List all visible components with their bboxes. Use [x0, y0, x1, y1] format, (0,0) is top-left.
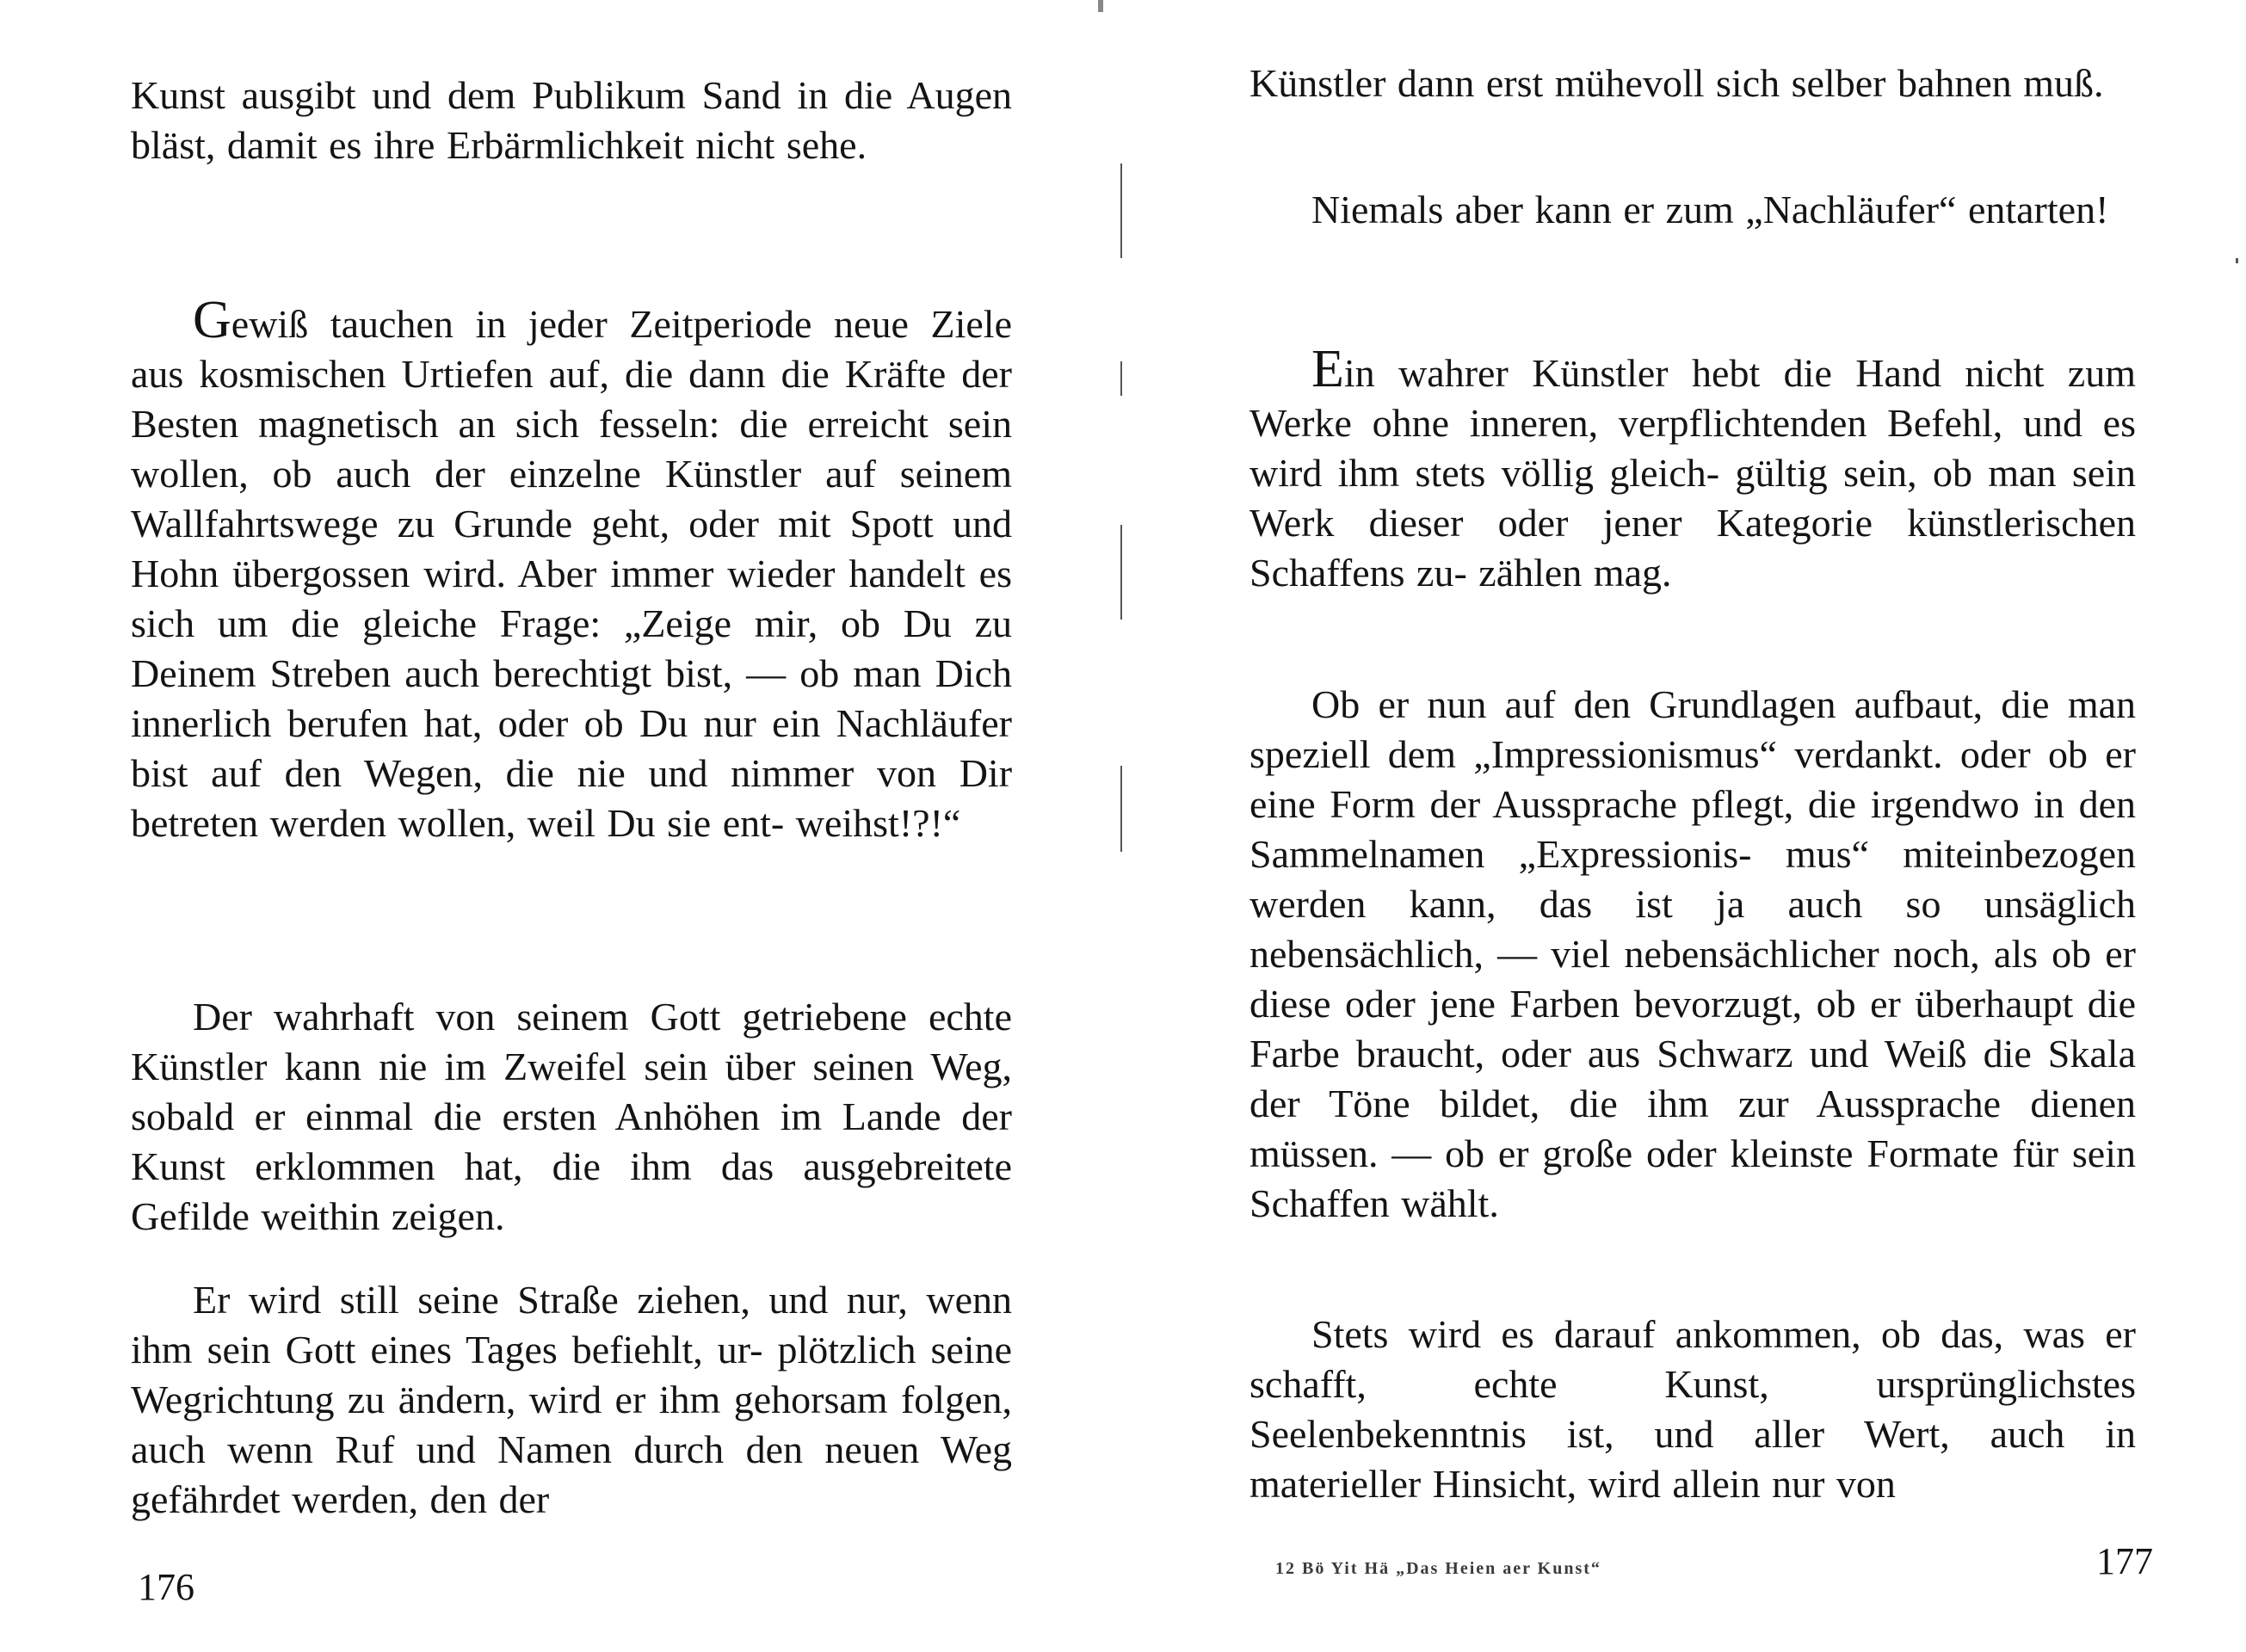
text-line: echte Künstler kann nie im Zweifel sein über — [131, 995, 1012, 1088]
text-line: Frage: „Zeige mir, ob Du zu Deinem Streben — [131, 601, 1012, 695]
text-line: Kunst ausgibt und dem Publikum Sand in — [131, 73, 829, 117]
text-line: das ausgebreitete Gefilde weithin zeigen. — [131, 1144, 1013, 1238]
text-line: braucht, oder aus Schwarz und Weiß die Skala — [1355, 1032, 2137, 1076]
text-line: er schafft, echte Kunst, ursprünglichstes — [1249, 1312, 2137, 1406]
text-line: muß. — [2023, 61, 2104, 105]
paragraph — [1249, 340, 2137, 598]
paragraph — [1249, 185, 2136, 235]
text-line: Künstler dann erst mühevoll sich selber bahnen — [1249, 61, 2012, 105]
text-line: bist auf den Wegen, die nie und nimmer von — [131, 751, 936, 795]
text-line: müssen. — ob er große oder kleinste Formate — [1249, 1131, 1999, 1175]
paragraph-text — [131, 291, 1013, 848]
paragraph — [131, 291, 1013, 848]
text-line: Niemals aber kann er zum „Nachläufer“ — [1311, 188, 1957, 231]
text-line: weihst!?!“ — [795, 801, 961, 845]
text-line: in materieller Hinsicht, wird allein nur von — [1249, 1412, 2136, 1506]
text-line: nebensächlicher noch, als ob er diese oder jene — [1249, 932, 2136, 1026]
text-line: Kräfte der Besten magnetisch an sich fesseln: — [131, 352, 1012, 446]
text-line: Er wird still seine Straße ziehen, und nur, — [193, 1278, 908, 1322]
paragraph — [1249, 59, 2136, 108]
paragraph-text — [131, 71, 1012, 170]
text-line: zum Werke ohne inneren, verpflichtenden — [1249, 351, 2136, 445]
text-line: Stets wird es darauf ankommen, ob das, was — [1311, 1312, 2085, 1356]
text-line: der Töne bildet, die ihm zur Aussprache dienen — [1249, 1082, 2136, 1125]
text-line: zählen mag. — [1478, 551, 1672, 595]
text-line: Aber immer wieder handelt es sich um die gleiche — [131, 552, 1012, 645]
text-line: wenn ihm sein Gott eines Tages befiehlt, ur- — [131, 1278, 1013, 1372]
text-line: plötzlich seine Wegrichtung zu ändern, wird er — [131, 1328, 1012, 1421]
paragraph — [1249, 1310, 2136, 1509]
text-line: gültig sein, ob man sein Werk dieser oder — [1249, 451, 2136, 545]
text-line: jener Kategorie künstlerischen Schaffens zu- — [1249, 501, 2137, 595]
left-page — [0, 0, 1110, 1652]
text-line: für sein Schaffen wählt. — [1249, 1131, 2136, 1225]
paragraph-text — [1249, 340, 2137, 598]
text-line: Befehl, und es wird ihm stets völlig gleich- — [1249, 401, 2136, 495]
paragraph — [131, 71, 1012, 170]
paragraph-text — [131, 992, 1012, 1242]
page-number: 176 — [138, 1566, 194, 1608]
signature-line: 12 Bö Yit Hä „Das Heien aer Kunst“ — [1275, 1559, 1601, 1578]
text-line: oder ob er eine Form der Aussprache pflegt, die — [1249, 732, 2136, 826]
text-line: Farben bevorzugt, ob er überhaupt die Farbe — [1249, 982, 2136, 1076]
text-line: nicht sehe. — [695, 123, 867, 167]
text-line: Gewiß tauchen in jeder Zeitperiode neue — [193, 291, 909, 349]
text-line: auch berechtigt bist, — ob man Dich innerlich — [131, 651, 1012, 745]
page-number: 177 — [2096, 1540, 2153, 1582]
text-line: auch so unsäglich nebensächlich, — viel — [1249, 882, 2136, 976]
text-line: Seelenbekenntnis ist, und aller Wert, auch — [1249, 1412, 2065, 1456]
paragraph-text — [131, 1275, 1012, 1525]
paragraph-text — [1249, 59, 2136, 108]
paragraph-text — [1249, 1310, 2136, 1509]
text-line: Ob er nun auf den Grundlagen aufbaut, die — [1311, 682, 2050, 726]
text-line: geht, oder mit Spott und Hohn übergossen wird. — [131, 502, 1012, 595]
text-line: Ziele aus kosmischen Urtiefen auf, die dann die — [131, 302, 1012, 396]
paragraph — [131, 1275, 1012, 1525]
text-line: Der wahrhaft von seinem Gott getriebene — [193, 995, 907, 1039]
text-line: Ein wahrer Künstler hebt die Hand nicht — [1311, 340, 2045, 398]
text-line: berufen hat, oder ob Du nur ein Nachläufer — [287, 701, 1012, 745]
text-line: durch den neuen Weg gefährdet werden, den der — [131, 1427, 1012, 1521]
text-line: mus“ miteinbezogen werden kann, das ist ja — [1249, 832, 2136, 926]
text-line: seinen Weg, sobald er einmal die ersten Anhöhen — [131, 1045, 1012, 1138]
text-line: man speziell dem „Impressionismus“ verdankt. — [1249, 682, 2137, 776]
text-line: Künstler auf seinem Wallfahrtswege zu Grunde — [131, 452, 1013, 546]
text-line: entarten! — [1967, 188, 2109, 231]
paragraph-text — [1249, 680, 2136, 1229]
text-line: im Lande der Kunst erklommen hat, die ihm — [131, 1094, 1012, 1188]
text-line: die Augen bläst, damit es ihre Erbärmlichkeit — [131, 73, 1013, 167]
paragraph-text — [1249, 185, 2136, 235]
text-line: die erreicht sein wollen, ob auch der einzelne — [131, 402, 1012, 496]
text-line: ihm gehorsam folgen, auch wenn Ruf und Namen — [131, 1378, 1013, 1471]
text-line: irgendwo in den Sammelnamen „Expressionis- — [1249, 782, 2137, 876]
paragraph — [131, 992, 1012, 1242]
paragraph — [1249, 680, 2136, 1229]
text-line: Dir betreten werden wollen, weil Du sie ent- — [131, 751, 1013, 845]
